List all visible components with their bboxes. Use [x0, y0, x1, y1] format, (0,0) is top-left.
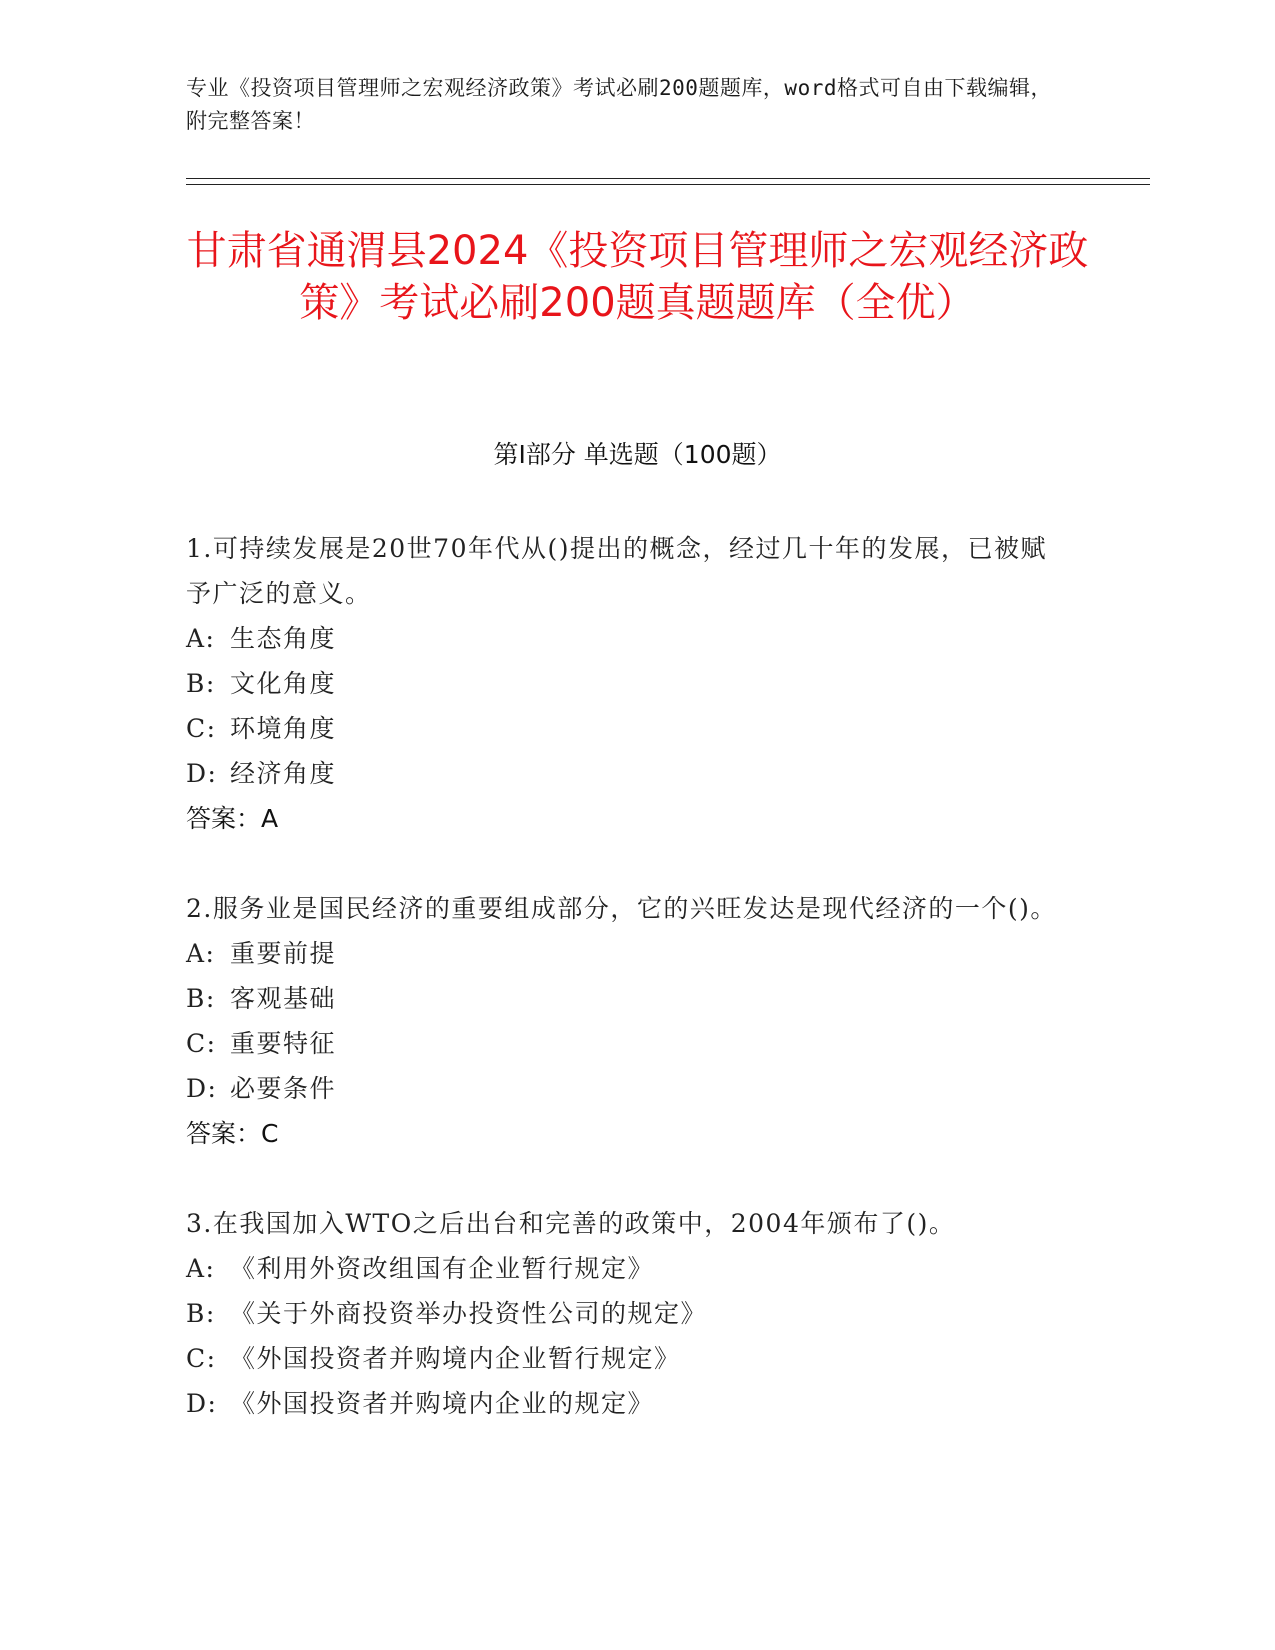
option-text: 必要条件: [230, 1074, 337, 1103]
option-text: 经济角度: [230, 759, 337, 788]
answer-label: 答案：: [186, 804, 262, 833]
option-text: 生态角度: [230, 624, 337, 653]
option-key: B:: [186, 669, 216, 698]
header-divider-top: [186, 178, 1150, 179]
option-key: D:: [186, 759, 218, 788]
option-key: D:: [186, 1389, 218, 1418]
header-note: 专业《投资项目管理师之宏观经济政策》考试必刷200题题库，word格式可自由下载编辑，附完整答案！: [186, 76, 1052, 133]
document-title: 甘肃省通渭县2024《投资项目管理师之宏观经济政策》考试必刷200题真题题库（全优）: [186, 228, 1089, 326]
option-key: C:: [186, 714, 217, 743]
option-text: 客观基础: [230, 984, 337, 1013]
option-d: [186, 1381, 1066, 1426]
option-key: A:: [186, 1254, 216, 1283]
section-title: 第I部分 单选题（100题）: [493, 440, 782, 469]
option-text: 《关于外商投资举办投资性公司的规定》: [230, 1299, 708, 1328]
question-2: [186, 886, 1066, 1156]
option-a: [186, 931, 1066, 976]
option-key: C:: [186, 1344, 217, 1373]
option-b: [186, 661, 1066, 706]
question-text: 1.可持续发展是20世70年代从()提出的概念，经过几十年的发展，已被赋予广泛的意义。: [186, 534, 1047, 608]
question-3: [186, 1201, 1066, 1426]
option-text: 《利用外资改组国有企业暂行规定》: [230, 1254, 655, 1283]
option-c: [186, 1021, 1066, 1066]
question-text: 3.在我国加入WTO之后出台和完善的政策中，2004年颁布了()。: [186, 1209, 956, 1238]
option-a: [186, 1246, 1066, 1291]
option-key: B:: [186, 984, 216, 1013]
answer-label: 答案：: [186, 1119, 262, 1148]
answer-line: [186, 1111, 1066, 1156]
option-key: A:: [186, 939, 216, 968]
option-text: 重要特征: [230, 1029, 337, 1058]
option-b: [186, 1291, 1066, 1336]
answer-value: C: [261, 1119, 279, 1148]
option-key: A:: [186, 624, 216, 653]
question-list: [186, 526, 1066, 1471]
question-text: 2.服务业是国民经济的重要组成部分，它的兴旺发达是现代经济的一个()。: [186, 894, 1057, 923]
option-d: [186, 1066, 1066, 1111]
option-c: [186, 1336, 1066, 1381]
option-key: B:: [186, 1299, 216, 1328]
option-c: [186, 706, 1066, 751]
option-text: 文化角度: [230, 669, 337, 698]
question-1: [186, 526, 1066, 841]
header-divider-bottom: [186, 184, 1150, 185]
option-text: 重要前提: [230, 939, 337, 968]
answer-line: [186, 796, 1066, 841]
option-text: 《外国投资者并购境内企业的规定》: [230, 1389, 655, 1418]
option-b: [186, 976, 1066, 1021]
option-text: 《外国投资者并购境内企业暂行规定》: [230, 1344, 681, 1373]
option-d: [186, 751, 1066, 796]
option-text: 环境角度: [230, 714, 337, 743]
option-a: [186, 616, 1066, 661]
answer-value: A: [261, 804, 279, 833]
option-key: D:: [186, 1074, 218, 1103]
option-key: C:: [186, 1029, 217, 1058]
